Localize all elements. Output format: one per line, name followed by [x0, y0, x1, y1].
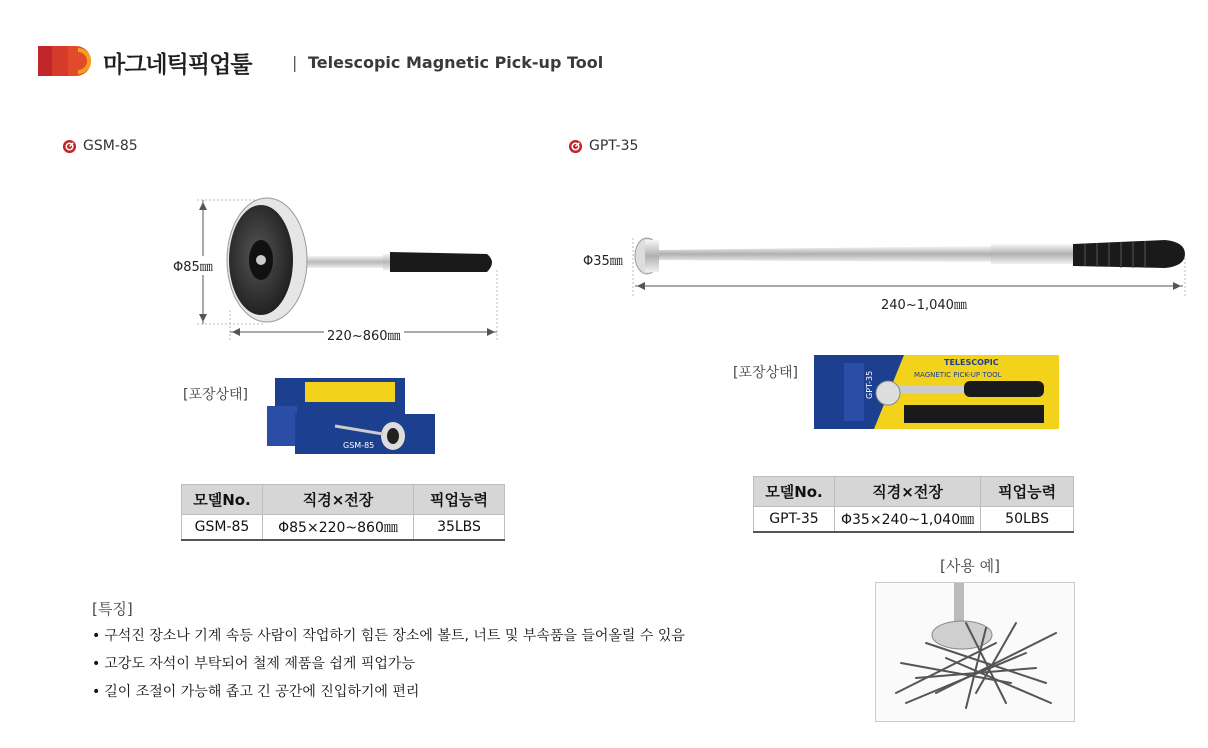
package-text: GSM-85	[343, 441, 375, 450]
brand-logo-icon	[38, 46, 94, 76]
cell-capacity: 35LBS	[414, 515, 505, 541]
cell-size: Φ85×220~860㎜	[263, 515, 414, 541]
usage-example-image	[875, 582, 1075, 722]
features-title: [특징]	[92, 600, 133, 618]
package-banner: TELESCOPIC	[944, 358, 999, 367]
cell-size: Φ35×240~1,040㎜	[835, 507, 981, 533]
package-label: [포장상태]	[183, 387, 249, 403]
length-label: 220~860㎜	[324, 325, 404, 344]
list-item: • 길이 조절이 가능해 좁고 긴 공간에 진입하기에 편리	[92, 682, 685, 710]
header-capacity: 픽업능력	[981, 477, 1074, 507]
diameter-label: Φ35㎜	[580, 250, 626, 269]
spec-table-gsm85	[181, 484, 505, 541]
page-title: 마그네틱픽업툴	[103, 52, 252, 78]
cell-model: GSM-85	[182, 515, 263, 541]
table-row	[754, 507, 1074, 533]
header-model: 모델No.	[754, 477, 835, 507]
header-size: 직경×전장	[835, 477, 981, 507]
list-item: • 구석진 장소나 기계 속등 사람이 작업하기 힘든 장소에 볼트, 너트 및 부속품을 들어올릴 수 있음	[92, 626, 685, 654]
table-row	[182, 515, 505, 541]
gsm85-package-image	[265, 376, 445, 458]
package-text: GPT-35	[865, 370, 874, 399]
package-label: [포장상태]	[733, 365, 799, 381]
header-model: 모델No.	[182, 485, 263, 515]
length-label: 240~1,040㎜	[878, 294, 970, 313]
list-item: • 고강도 자석이 부탁되어 철제 제품을 쉽게 픽업가능	[92, 654, 685, 682]
target-icon	[62, 139, 77, 154]
header-size: 직경×전장	[263, 485, 414, 515]
model-name: GPT-35	[589, 138, 639, 154]
model-name: GSM-85	[83, 138, 138, 154]
page-subtitle: Telescopic Magnetic Pick-up Tool	[308, 53, 604, 72]
header-capacity: 픽업능력	[414, 485, 505, 515]
usage-title: [사용 예]	[940, 557, 1000, 575]
spec-table-gpt35	[753, 476, 1074, 533]
features-list	[92, 626, 685, 710]
model-label-gsm85	[62, 138, 138, 154]
title-separator: |	[292, 53, 298, 72]
model-label-gpt35	[568, 138, 638, 154]
cell-model: GPT-35	[754, 507, 835, 533]
package-sub: MAGNETIC PICK-UP TOOL	[914, 371, 1002, 379]
gpt35-tool-illustration	[625, 228, 1195, 300]
target-icon	[568, 139, 583, 154]
cell-capacity: 50LBS	[981, 507, 1074, 533]
diameter-label: Φ85㎜	[170, 256, 216, 275]
gpt35-package-image	[814, 355, 1059, 429]
